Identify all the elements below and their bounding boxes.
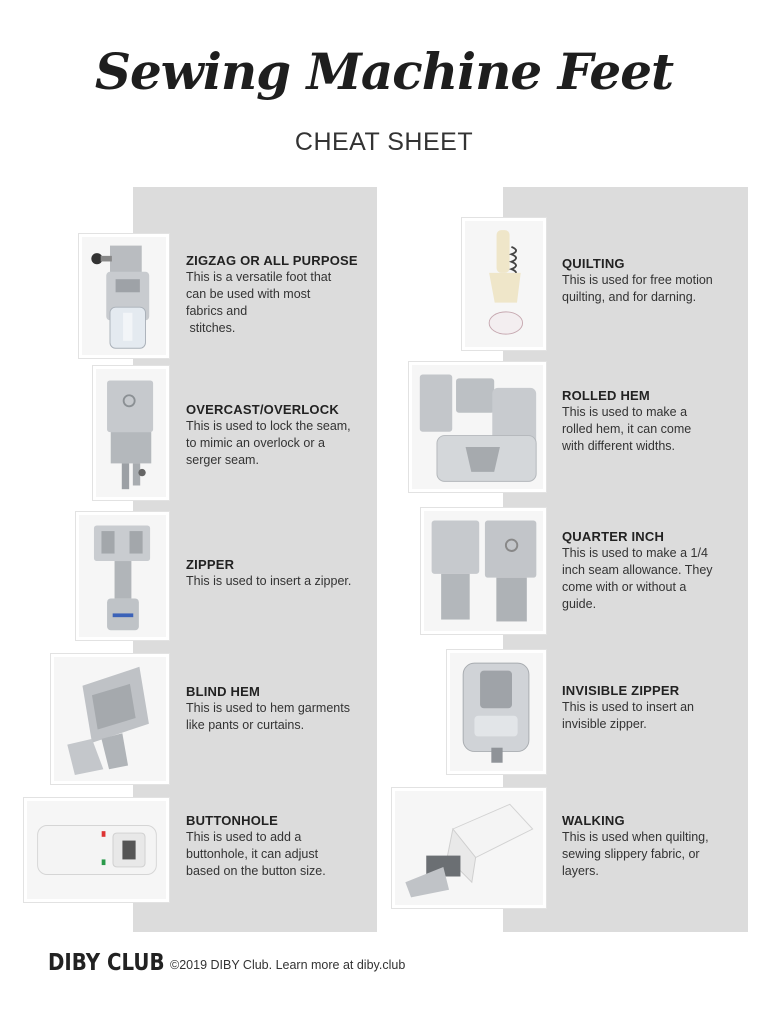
item-title: ROLLED HEM [562,388,650,403]
item-desc-line: This is used when quilting, [562,830,709,844]
item-desc-line: rolled hem, it can come [562,422,692,436]
item-desc-line: come with or without a [562,580,687,594]
item-desc-line: with different widths. [562,439,676,453]
item-overcast [186,401,361,469]
item-title: OVERCAST/OVERLOCK [186,402,339,417]
walking-foot-photo [392,788,546,908]
item-desc-line: This is used to hem garments [186,701,350,715]
item-desc-line: stitches. [186,321,236,335]
item-desc-line: can be used with most [186,287,311,301]
item-desc-line: based on the button size. [186,864,326,878]
item-desc-line: inch seam allowance. They [562,563,713,577]
item-invisible-zipper [562,682,737,733]
quarter-inch-foot-photo [421,508,546,634]
item-title: BUTTONHOLE [186,813,279,828]
page-subtitle: CHEAT SHEET [294,128,474,156]
item-desc-line: serger seam. [186,453,259,467]
item-title: BLIND HEM [186,684,261,699]
item-desc-line: This is used for free motion [562,273,713,287]
footer-copyright: ©2019 DIBY Club. Learn more at diby.club [170,958,406,972]
invisible-zipper-foot-photo [447,650,546,774]
blind-hem-foot-photo [51,654,169,784]
item-desc-line: invisible zipper. [562,717,647,731]
item-title: ZIPPER [186,557,235,572]
item-buttonhole [186,812,361,880]
item-title: WALKING [562,813,625,828]
quilting-foot-photo [462,218,546,350]
item-zipper [186,556,361,590]
item-desc-line: buttonhole, it can adjust [186,847,319,861]
item-title: ZIGZAG OR ALL PURPOSE [186,253,358,268]
item-desc-line: quilting, and for darning. [562,290,697,304]
zigzag-foot-photo [79,234,169,358]
item-desc-line: This is a versatile foot that [186,270,332,284]
item-desc-line: sewing slippery fabric, or [562,847,700,861]
diby-club-logo: DIBY CLUB [48,950,165,976]
rolled-hem-foot-photo [409,362,546,492]
item-desc-line: This is used to make a 1/4 [562,546,708,560]
item-desc-line: This is used to add a [186,830,302,844]
item-desc-line: This is used to make a [562,405,688,419]
item-desc-line: This is used to insert a zipper. [186,574,352,588]
item-quilting [562,255,737,306]
item-title: QUARTER INCH [562,529,665,544]
item-desc-line: layers. [562,864,599,878]
item-rolled-hem [562,387,737,455]
item-desc-line: fabrics and [186,304,248,318]
item-blind-hem [186,683,361,734]
overcast-foot-photo [93,366,169,500]
zipper-foot-photo [76,512,169,640]
item-desc-line: guide. [562,597,597,611]
item-quarter-inch [562,528,737,613]
item-desc-line: This is used to insert an [562,700,695,714]
item-desc-line: like pants or curtains. [186,718,305,732]
item-desc-line: to mimic an overlock or a [186,436,325,450]
page-title: Sewing Machine Feet [94,42,674,101]
item-desc-line: This is used to lock the seam, [186,419,351,433]
buttonhole-foot-photo [24,798,169,902]
item-title: INVISIBLE ZIPPER [562,683,680,698]
item-zigzag [186,252,361,337]
item-walking [562,812,737,880]
item-title: QUILTING [562,256,625,271]
